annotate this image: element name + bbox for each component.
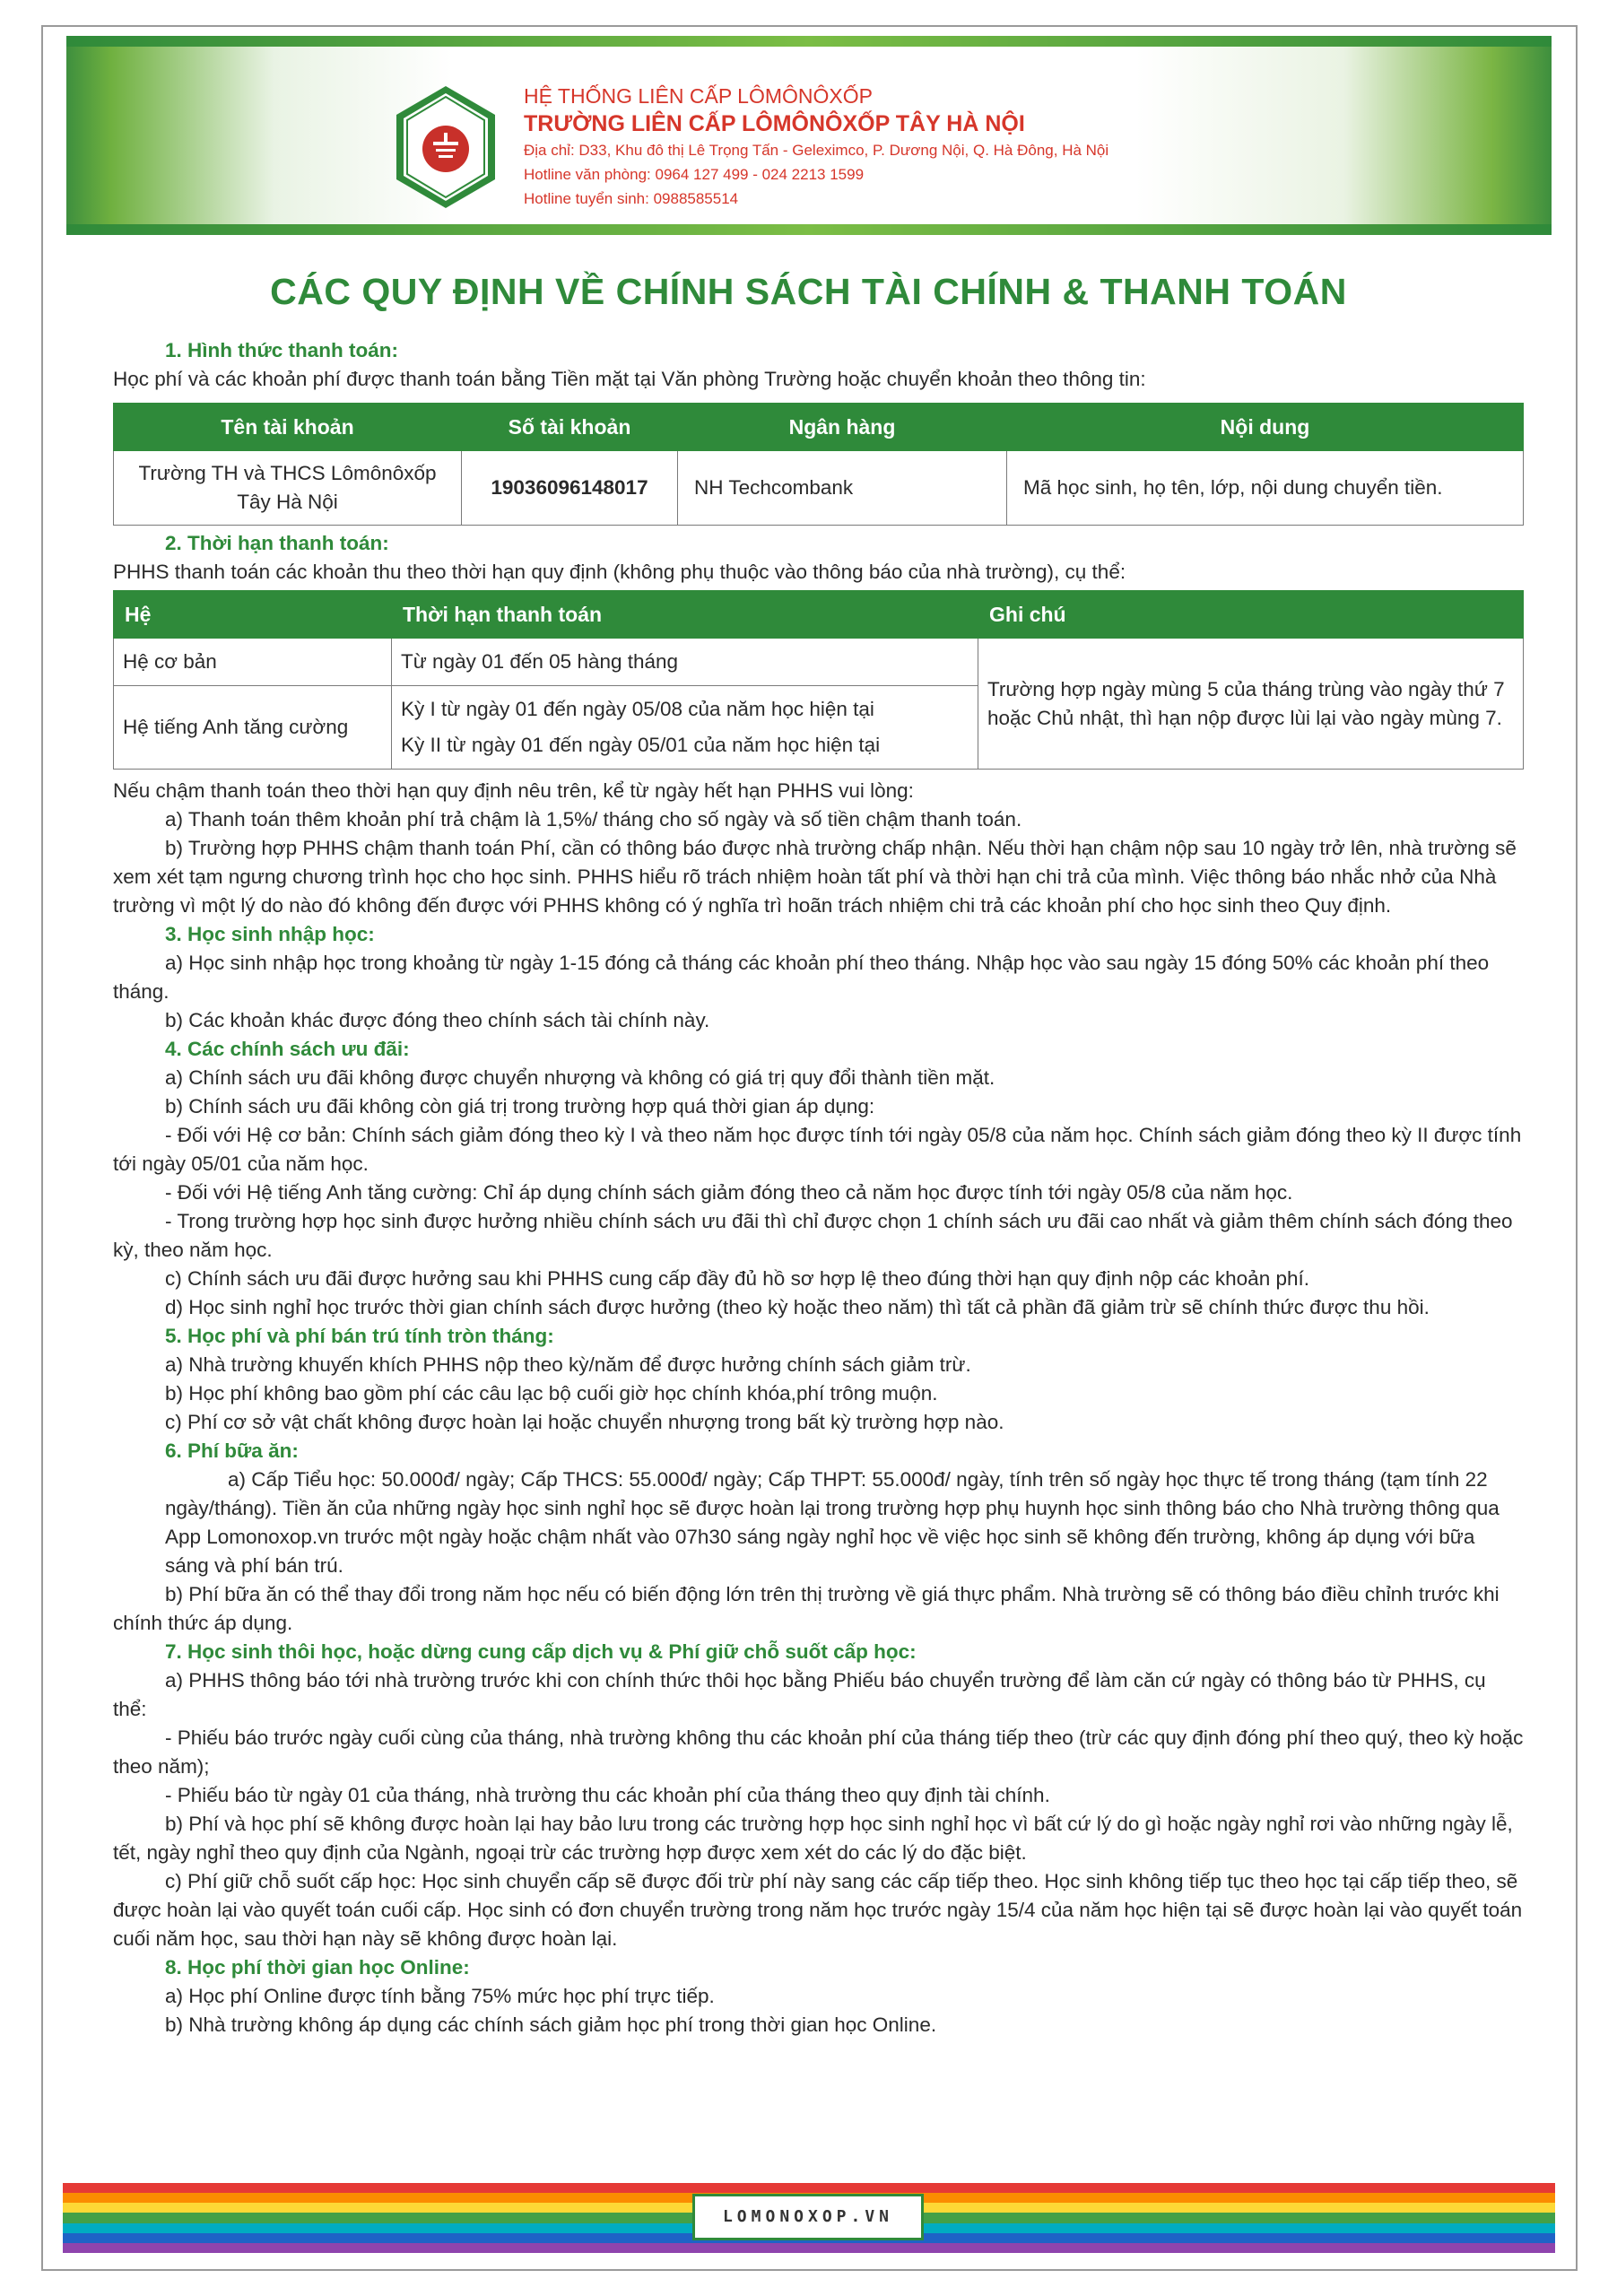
section-2-intro: PHHS thanh toán các khoản thu theo thời hạn quy định (không phụ thuộc vào thông báo của nhà trường), cụ thể: bbox=[113, 561, 1126, 583]
transfer-content: Mã học sinh, họ tên, lớp, nội dung chuyển tiền. bbox=[1007, 451, 1524, 526]
col-account-number: Số tài khoản bbox=[462, 404, 678, 451]
letterhead-bottom-band bbox=[66, 224, 1552, 235]
tuition-item-c: c) Phí cơ sở vật chất không được hoàn lại hoặc chuyển nhượng trong bất kỳ trường hợp nào. bbox=[165, 1411, 1004, 1433]
enrollment-item-b: b) Các khoản khác được đóng theo chính sách tài chính này. bbox=[165, 1009, 710, 1031]
deadline-english bbox=[392, 686, 978, 770]
incentive-item-b: b) Chính sách ưu đãi không còn giá trị trong trường hợp quá thời gian áp dụng: bbox=[165, 1095, 875, 1118]
section-1-intro: Học phí và các khoản phí được thanh toán bằng Tiền mặt tại Văn phòng Trường hoặc chuyển khoản theo thông tin: bbox=[113, 368, 1146, 390]
section-7-heading: 7. Học sinh thôi học, hoặc dừng cung cấp dịch vụ & Phí giữ chỗ suốt cấp học: bbox=[165, 1640, 917, 1663]
letterhead-text bbox=[524, 83, 1108, 211]
col-deadline: Thời hạn thanh toán bbox=[392, 591, 978, 639]
document-body bbox=[113, 336, 1524, 2039]
late-fee-item-b: b) Trường hợp PHHS chậm thanh toán Phí, cần có thông báo được nhà trường chấp nhận. Nếu thời hạn chậm nộp sau 10 ngày trở lên, nhà trường sẽ xem xét tạm ngưng chương trình học cho học sinh. PHHS hiểu rõ trách nhiệm hoàn tất phí và thời hạn chi trả của mình. Việc thông báo nhắc nhở của Nhà trường vì một lý do nào đó không đến được với PHHS không có ý nghĩa trì hoãn trách nhiệm chi trả các khoản phí cho học sinh theo Quy định. bbox=[113, 837, 1517, 917]
incentive-item-a: a) Chính sách ưu đãi không được chuyển nhượng và không có giá trị quy đổi thành tiền mặt. bbox=[165, 1066, 995, 1089]
system-name: HỆ THỐNG LIÊN CẤP LÔMÔNÔXỐP bbox=[524, 84, 873, 108]
section-2-heading: 2. Thời hạn thanh toán: bbox=[165, 532, 389, 554]
section-3-heading: 3. Học sinh nhập học: bbox=[165, 923, 375, 945]
deadline-term-2: Kỳ II từ ngày 01 đến ngày 05/01 của năm học hiện tại bbox=[401, 734, 881, 756]
office-hotline: Hotline văn phòng: 0964 127 499 - 024 2213 1599 bbox=[524, 166, 865, 183]
section-1-heading: 1. Hình thức thanh toán: bbox=[165, 339, 399, 361]
school-name: TRƯỜNG LIÊN CẤP LÔMÔNÔXỐP TÂY HÀ NỘI bbox=[524, 111, 1025, 136]
incentive-item-b3: - Trong trường hợp học sinh được hưởng nhiều chính sách ưu đãi thì chỉ được chọn 1 chính sách ưu đãi cao nhất và giảm thêm chính sách đóng theo kỳ, theo năm học. bbox=[113, 1210, 1513, 1261]
section-5-heading: 5. Học phí và phí bán trú tính tròn tháng: bbox=[165, 1325, 554, 1347]
online-item-a: a) Học phí Online được tính bằng 75% mức học phí trực tiếp. bbox=[165, 1985, 715, 2007]
table-row bbox=[114, 639, 1524, 686]
meal-item-b: b) Phí bữa ăn có thể thay đổi trong năm học nếu có biến động lớn trên thị trường về giá thực phẩm. Nhà trường sẽ có thông báo điều chỉnh trước khi chính thức áp dụng. bbox=[113, 1583, 1500, 1634]
withdrawal-item-a: a) PHHS thông báo tới nhà trường trước khi con chính thức thôi học bằng Phiếu báo chuyển trường để làm căn cứ ngày có thông báo từ PHHS, cụ thể: bbox=[113, 1669, 1486, 1720]
incentive-item-b1: - Đối với Hệ cơ bản: Chính sách giảm đóng theo kỳ I và theo năm học được tính tới ngày 05/8 của năm học. Chính sách giảm đóng theo kỳ II được tính tới ngày 05/01 của năm học. bbox=[113, 1124, 1522, 1175]
section-6-heading: 6. Phí bữa ăn: bbox=[165, 1439, 299, 1462]
document-title: CÁC QUY ĐỊNH VỀ CHÍNH SÁCH TÀI CHÍNH & THANH TOÁN bbox=[270, 271, 1347, 312]
col-bank: Ngân hàng bbox=[678, 404, 1007, 451]
admission-hotline: Hotline tuyển sinh: 0988585514 bbox=[524, 190, 739, 207]
col-account-name: Tên tài khoản bbox=[114, 404, 462, 451]
website-link[interactable]: LOMONOXOP.VN bbox=[692, 2194, 924, 2240]
incentive-item-d: d) Học sinh nghỉ học trước thời gian chính sách được hưởng (theo kỳ hoặc theo năm) thì tất cả phần đã giảm trừ sẽ chính thức được thu hồi. bbox=[165, 1296, 1430, 1318]
online-item-b: b) Nhà trường không áp dụng các chính sách giảm học phí trong thời gian học Online. bbox=[165, 2013, 937, 2036]
school-logo bbox=[395, 84, 497, 210]
bank-name: NH Techcombank bbox=[678, 451, 1007, 526]
col-content: Nội dung bbox=[1007, 404, 1524, 451]
school-address: Địa chỉ: D33, Khu đô thị Lê Trọng Tấn - Geleximco, P. Dương Nội, Q. Hà Đông, Hà Nội bbox=[524, 142, 1109, 159]
deadline-term-1: Kỳ I từ ngày 01 đến ngày 05/08 của năm học hiện tại bbox=[401, 698, 874, 720]
late-fee-item-a: a) Thanh toán thêm khoản phí trả chậm là 1,5%/ tháng cho số ngày và số tiền chậm thanh toán. bbox=[165, 808, 1022, 831]
withdrawal-item-a2: - Phiếu báo từ ngày 01 của tháng, nhà trường thu các khoản phí của tháng theo quy định tài chính. bbox=[165, 1784, 1050, 1806]
account-name: Trường TH và THCS Lômônôxốp Tây Hà Nội bbox=[114, 451, 462, 526]
bank-account-table bbox=[113, 403, 1524, 526]
program-english: Hệ tiếng Anh tăng cường bbox=[114, 686, 392, 770]
program-basic: Hệ cơ bản bbox=[114, 639, 392, 686]
section-4-heading: 4. Các chính sách ưu đãi: bbox=[165, 1038, 410, 1060]
account-number: 19036096148017 bbox=[462, 451, 678, 526]
letterhead-top-band bbox=[66, 36, 1552, 47]
col-program: Hệ bbox=[114, 591, 392, 639]
withdrawal-item-b: b) Phí và học phí sẽ không được hoàn lại hay bảo lưu trong các trường hợp học sinh nghỉ học vì bất cứ lý do gì hoặc ngày nghỉ rơi vào những ngày lễ, tết, ngày nghỉ theo quy định của Ngành, ngoại trừ các trường hợp được xem xét do các lý do đặc biệt. bbox=[113, 1813, 1513, 1864]
withdrawal-item-a1: - Phiếu báo trước ngày cuối cùng của tháng, nhà trường không thu các khoản phí của tháng tiếp theo (trừ các quy định đóng phí theo quý, theo kỳ hoặc theo năm); bbox=[113, 1726, 1524, 1778]
withdrawal-item-c: c) Phí giữ chỗ suốt cấp học: Học sinh chuyển cấp sẽ được đối trừ phí này sang các cấp tiếp theo. Học sinh không tiếp tục theo học tại cấp tiếp theo, sẽ được hoàn lại vào quyết toán cuối cấp. Học sinh có đơn chuyển trường trong năm học trước ngày 15/4 của năm học hiện tại sẽ được hoàn lại vào quyết toán cuối năm học, sau thời hạn này sẽ không được hoàn lại. bbox=[113, 1870, 1523, 1950]
late-payment-intro: Nếu chậm thanh toán theo thời hạn quy định nêu trên, kể từ ngày hết hạn PHHS vui lòng: bbox=[113, 779, 914, 802]
incentive-item-b2: - Đối với Hệ tiếng Anh tăng cường: Chỉ áp dụng chính sách giảm đóng theo cả năm học được tính tới ngày 05/8 của năm học. bbox=[165, 1181, 1293, 1204]
col-note: Ghi chú bbox=[978, 591, 1524, 639]
deadline-basic: Từ ngày 01 đến 05 hàng tháng bbox=[392, 639, 978, 686]
payment-deadline-table bbox=[113, 590, 1524, 770]
tuition-item-b: b) Học phí không bao gồm phí các câu lạc bộ cuối giờ học chính khóa,phí trông muộn. bbox=[165, 1382, 938, 1405]
deadline-note: Trường hợp ngày mùng 5 của tháng trùng vào ngày thứ 7 hoặc Chủ nhật, thì hạn nộp được lùi lại vào ngày mùng 7. bbox=[978, 639, 1524, 770]
enrollment-item-a: a) Học sinh nhập học trong khoảng từ ngày 1-15 đóng cả tháng các khoản phí theo tháng. Nhập học vào sau ngày 15 đóng 50% các khoản phí theo tháng. bbox=[113, 952, 1490, 1003]
section-8-heading: 8. Học phí thời gian học Online: bbox=[165, 1956, 470, 1979]
letterhead bbox=[66, 36, 1552, 235]
table-row bbox=[114, 451, 1524, 526]
tuition-item-a: a) Nhà trường khuyến khích PHHS nộp theo kỳ/năm để được hưởng chính sách giảm trừ. bbox=[165, 1353, 971, 1376]
incentive-item-c: c) Chính sách ưu đãi được hưởng sau khi PHHS cung cấp đầy đủ hồ sơ hợp lệ theo đúng thời hạn quy định nộp các khoản phí. bbox=[165, 1267, 1309, 1290]
meal-item-a: a) Cấp Tiểu học: 50.000đ/ ngày; Cấp THCS: 55.000đ/ ngày; Cấp THPT: 55.000đ/ ngày, tính trên số ngày học thực tế trong tháng (tạm tính 22 ngày/tháng). Tiền ăn của những ngày học sinh nghỉ học sẽ được hoàn lại trong trường hợp phụ huynh học sinh thông báo cho Nhà trường thông qua App Lomonoxop.vn trước một ngày hoặc chậm nhất vào 07h30 sáng ngày nghỉ học về việc học sinh sẽ không đến trường, không áp dụng với bữa sáng và phí bán trú. bbox=[165, 1468, 1500, 1577]
